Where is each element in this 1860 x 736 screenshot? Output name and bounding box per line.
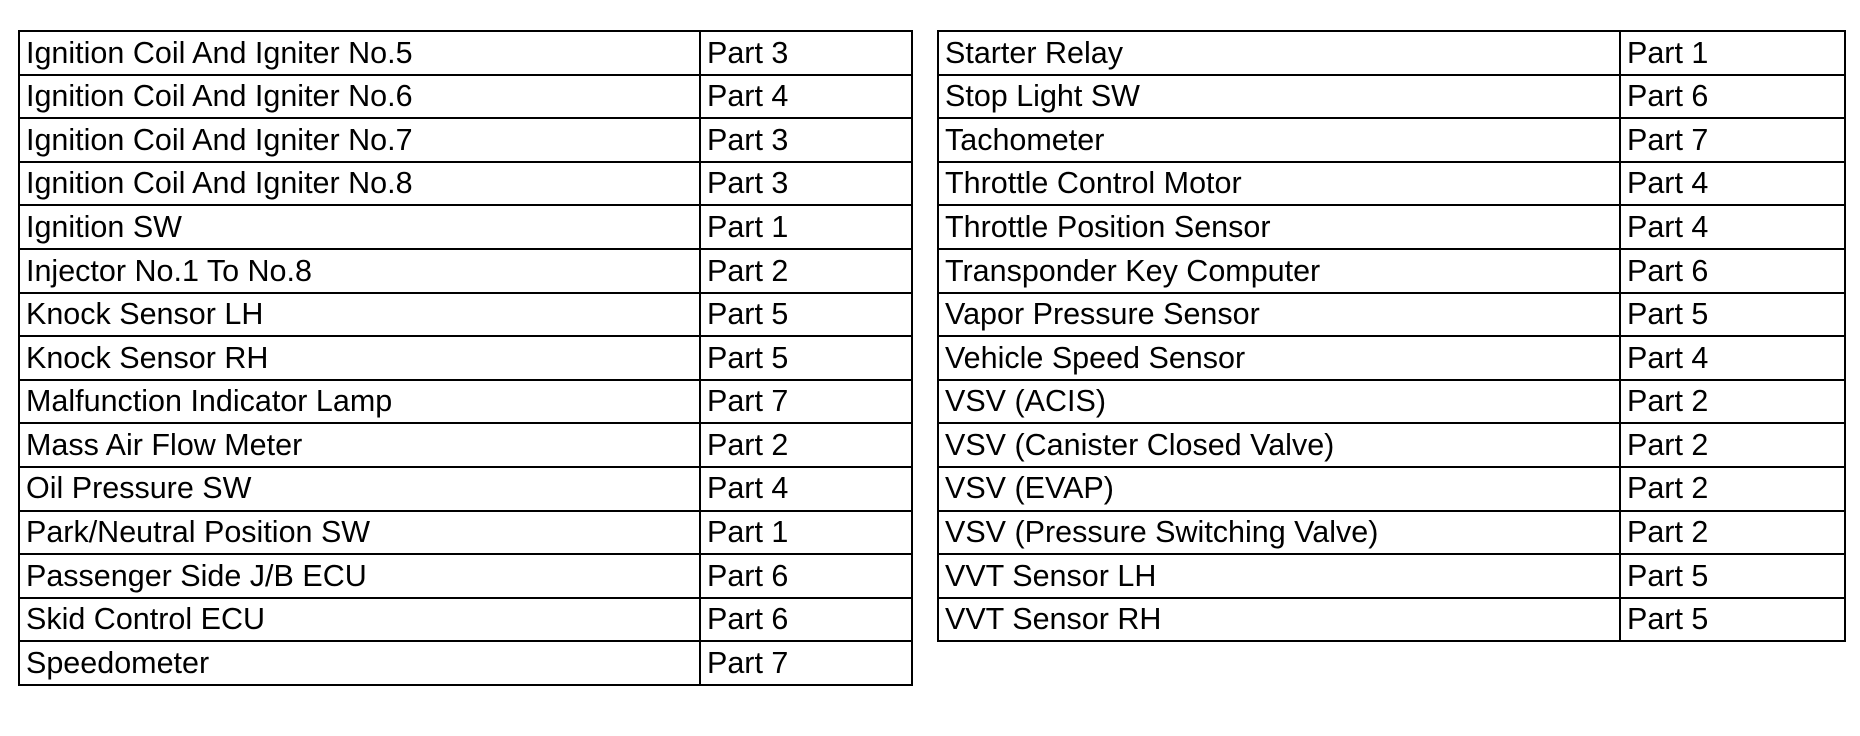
table-row <box>19 554 912 598</box>
component-name-cell: Oil Pressure SW <box>19 467 700 511</box>
part-number-cell: Part 6 <box>700 554 912 598</box>
part-number-cell: Part 5 <box>1620 293 1845 337</box>
table-row <box>938 162 1845 206</box>
table-row <box>19 118 912 162</box>
table-row <box>19 511 912 555</box>
part-number-cell: Part 7 <box>700 641 912 685</box>
part-number-cell: Part 3 <box>700 31 912 75</box>
table-row <box>938 511 1845 555</box>
part-number-cell: Part 4 <box>700 75 912 119</box>
component-name-cell: Starter Relay <box>938 31 1620 75</box>
table-row <box>938 205 1845 249</box>
table-row <box>938 423 1845 467</box>
table-row <box>19 598 912 642</box>
part-number-cell: Part 3 <box>700 162 912 206</box>
table-row <box>938 249 1845 293</box>
table-row <box>938 75 1845 119</box>
part-number-cell: Part 1 <box>700 511 912 555</box>
component-name-cell: Tachometer <box>938 118 1620 162</box>
table-row <box>19 336 912 380</box>
component-name-cell: Ignition SW <box>19 205 700 249</box>
table-row <box>938 467 1845 511</box>
component-index-table-right <box>937 30 1846 642</box>
part-number-cell: Part 2 <box>1620 380 1845 424</box>
table-row <box>938 118 1845 162</box>
component-name-cell: VVT Sensor RH <box>938 598 1620 642</box>
part-number-cell: Part 6 <box>700 598 912 642</box>
component-name-cell: Ignition Coil And Igniter No.8 <box>19 162 700 206</box>
table-row <box>19 380 912 424</box>
part-number-cell: Part 5 <box>1620 554 1845 598</box>
component-name-cell: VSV (Canister Closed Valve) <box>938 423 1620 467</box>
table-row <box>19 205 912 249</box>
table-row <box>19 293 912 337</box>
part-number-cell: Part 1 <box>700 205 912 249</box>
part-number-cell: Part 3 <box>700 118 912 162</box>
part-number-cell: Part 2 <box>1620 423 1845 467</box>
component-name-cell: Injector No.1 To No.8 <box>19 249 700 293</box>
table-row <box>19 162 912 206</box>
table-row <box>938 554 1845 598</box>
component-name-cell: Passenger Side J/B ECU <box>19 554 700 598</box>
part-number-cell: Part 2 <box>700 249 912 293</box>
part-number-cell: Part 5 <box>700 293 912 337</box>
component-name-cell: Vehicle Speed Sensor <box>938 336 1620 380</box>
component-name-cell: Ignition Coil And Igniter No.5 <box>19 31 700 75</box>
part-number-cell: Part 6 <box>1620 249 1845 293</box>
part-number-cell: Part 6 <box>1620 75 1845 119</box>
part-number-cell: Part 2 <box>700 423 912 467</box>
part-number-cell: Part 1 <box>1620 31 1845 75</box>
part-number-cell: Part 4 <box>700 467 912 511</box>
table-row <box>19 249 912 293</box>
table-row <box>938 31 1845 75</box>
part-number-cell: Part 5 <box>700 336 912 380</box>
component-name-cell: Ignition Coil And Igniter No.6 <box>19 75 700 119</box>
table-row <box>19 423 912 467</box>
table-row <box>938 336 1845 380</box>
table-row <box>19 467 912 511</box>
component-name-cell: Speedometer <box>19 641 700 685</box>
part-number-cell: Part 4 <box>1620 336 1845 380</box>
part-number-cell: Part 4 <box>1620 162 1845 206</box>
table-row <box>938 380 1845 424</box>
component-name-cell: Knock Sensor RH <box>19 336 700 380</box>
part-number-cell: Part 7 <box>1620 118 1845 162</box>
component-name-cell: Park/Neutral Position SW <box>19 511 700 555</box>
component-name-cell: Transponder Key Computer <box>938 249 1620 293</box>
component-name-cell: Mass Air Flow Meter <box>19 423 700 467</box>
component-name-cell: VSV (Pressure Switching Valve) <box>938 511 1620 555</box>
component-index-table-left <box>18 30 913 686</box>
table-row <box>938 293 1845 337</box>
table-row <box>19 31 912 75</box>
part-number-cell: Part 4 <box>1620 205 1845 249</box>
component-name-cell: Throttle Position Sensor <box>938 205 1620 249</box>
component-name-cell: Skid Control ECU <box>19 598 700 642</box>
component-name-cell: Ignition Coil And Igniter No.7 <box>19 118 700 162</box>
component-name-cell: Malfunction Indicator Lamp <box>19 380 700 424</box>
component-name-cell: Throttle Control Motor <box>938 162 1620 206</box>
table-row <box>19 75 912 119</box>
part-number-cell: Part 2 <box>1620 467 1845 511</box>
table-row <box>938 598 1845 642</box>
component-name-cell: Vapor Pressure Sensor <box>938 293 1620 337</box>
component-name-cell: VSV (ACIS) <box>938 380 1620 424</box>
part-number-cell: Part 5 <box>1620 598 1845 642</box>
part-number-cell: Part 7 <box>700 380 912 424</box>
component-name-cell: Knock Sensor LH <box>19 293 700 337</box>
part-number-cell: Part 2 <box>1620 511 1845 555</box>
component-name-cell: VSV (EVAP) <box>938 467 1620 511</box>
component-name-cell: VVT Sensor LH <box>938 554 1620 598</box>
table-row <box>19 641 912 685</box>
component-name-cell: Stop Light SW <box>938 75 1620 119</box>
